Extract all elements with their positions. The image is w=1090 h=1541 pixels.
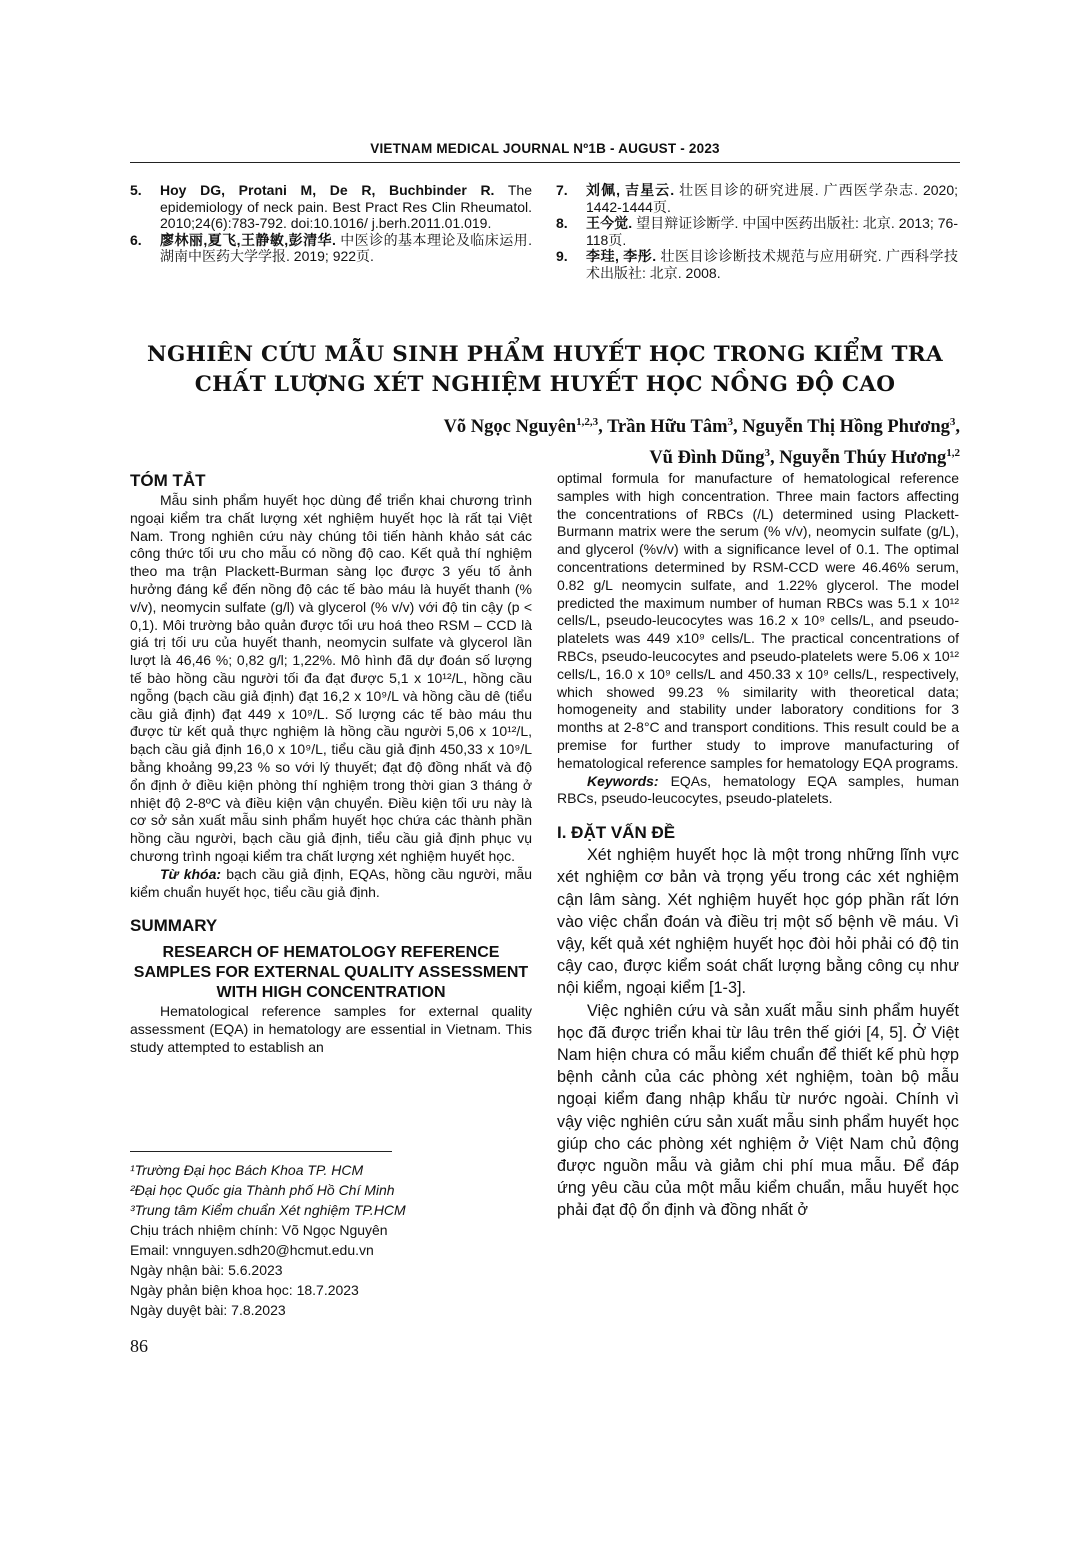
reference-number: 7. [556,182,568,198]
reviewed-date: Ngày phản biện khoa học: 18.7.2023 [130,1282,359,1298]
tom-tat-body: Mẫu sinh phẩm huyết học dùng để triển khai chương trình ngoại kiểm tra chất lượng xét nghiệm huyết học là rất tại Việt Nam. Trong nghiên cứu này chúng tôi tiến hành khảo sát các công thức tối ưu cho mẫu có nồng độ cao. Kết quả thí nghiệm theo ma trận Plackett-Burman sàng lọc được 3 yếu tố ảnh hưởng đáng kể đến nồng độ các tế bào máu là huyết thanh (% v/v), neomycin sulfate (g/l) và glycerol (% v/v) với độ tin cậy (p < 0,1). Môi trường bảo quản được tối ưu hoá theo RSM – CCD là giá trị tối ưu của huyết thanh, neomycin sulfate và glycerol lần lượt là 46,46 %; 0,82 g/l; 1,22%. Mô hình đã dự đoán số lượng tế bào hồng cầu người tối đa đạt được 5,1 x 10¹²/L, hồng cầu ngỗng (bạch cầu giả định) đạt 16,2 x 10⁹/L và hồng cầu dê (tiểu cầu giả định) đạt 449 x 10⁹/L. Số lượng các tế bào máu thu được từ kết quả thực nghiệm là hồng cầu người 5,06 x 10¹²/L, bạch cầu giả định 16,0 x 10⁹/L, tiểu cầu giả định 450,33 x 10⁹/L bằng khoảng 99,23 % so với lý thuyết; đạt độ đồng nhất và độ ổn định ở điều kiện phòng thí nghiệm trong thời gian 3 tháng ở nhiệt độ 2-8ºC và điều kiện vận chuyển. Điều kiện tối ưu này là cơ sở sản xuất mẫu sinh phẩm huyết học chứa các thành phần hồng cầu người, bạch cầu giả định, tiểu cầu giả định phục vụ chương trình ngoại kiểm tra chất lượng xét nghiệm huyết học. [130,492,532,864]
reference-item [130,232,532,265]
reference-text: 壮医目诊诊断技术规范与应用研究. 广西科学技术出版社: 北京. 2008. [586,248,958,281]
reference-authors: Hoy DG, Protani M, De R, Buchbinder R. [160,182,495,198]
author-affiliation: 3 [764,447,770,460]
author-affiliation: 1,2 [946,447,960,460]
reference-item [556,215,958,248]
reference-authors: 廖林丽,夏飞,王静敏,彭清华. [160,231,336,248]
corresponding-author: Chịu trách nhiệm chính: Võ Ngọc Nguyên [130,1222,388,1238]
reference-authors: 李珪, 李彤. [586,248,657,264]
affiliation-3: ³Trung tâm Kiểm chuẩn Xét nghiệm TP.HCM [130,1202,406,1218]
keywords-label: Từ khóa: [160,865,222,882]
reference-text: The epidemiology of neck pain. Best Pract Res Clin Rheumatol. 2010;24(6):783-792. doi:10.1016/ j.berh.2011.01.019. [160,182,532,231]
keywords-text: EQAs, hematology EQA samples, human RBCs, pseudo-leucocytes, pseudo-platelets. [557,772,959,807]
intro-paragraph-1: Xét nghiệm huyết học là một trong những lĩnh vực xét nghiệm cơ bản và trọng yếu trong các xét nghiệm cận lâm sàng. Xét nghiệm huyết học góp phần rất lớn vào việc chẩn đoán và điều trị một số bệnh về máu. Vì vậy, kết quả xét nghiệm huyết học đòi hỏi phải có độ tin cậy cao, được kiểm soát chất lượng bằng công cụ như nội kiểm, ngoại kiểm [1-3]. [557,846,959,998]
author-name: Trần Hữu Tâm [607,417,728,438]
intro-heading: I. ĐẶT VẤN ĐỀ [557,823,676,843]
keywords-text: bạch cầu giả định, EQAs, hồng cầu người, mẫu kiểm chuẩn huyết học, tiểu cầu giả định. [130,865,532,900]
article-title [130,340,960,400]
english-title: RESEARCH OF HEMATOLOGY REFERENCE SAMPLES FOR EXTERNAL QUALITY ASSESSMENT WITH HIGH CONCENTRATION [133,944,529,1002]
title-line-1: NGHIÊN CỨU MẪU SINH PHẨM HUYẾT HỌC TRONG KIỂM TRA [147,342,943,367]
accepted-date: Ngày duyệt bài: 7.8.2023 [130,1302,286,1318]
summary-body-start: Hematological reference samples for external quality assessment (EQA) in hematology are essential in Vietnam. This study attempted to establish an [130,1003,532,1055]
reference-authors: 刘佩, 吉星云. [586,182,675,198]
reference-item [130,182,532,232]
author-name: Vũ Đình Dũng [649,448,765,469]
received-date: Ngày nhận bài: 5.6.2023 [130,1262,283,1278]
reference-number: 8. [556,215,568,231]
tom-tat-heading: TÓM TẮT [130,471,206,490]
author-affiliation: 3 [949,416,956,428]
summary-heading: SUMMARY [130,916,218,936]
tom-tat-keywords [130,866,532,902]
author-name: Nguyễn Thị Hồng Phương [742,417,950,438]
page-number: 86 [130,1336,148,1356]
reference-item [556,248,958,281]
author-name: Nguyễn Thúy Hương [779,448,947,469]
footnote-rule [130,1151,392,1152]
summary-keywords [557,773,959,809]
reference-number: 6. [130,231,142,248]
reference-text: 中医诊的基本理论及临床运用. 湖南中医药大学学报. 2019; 922页. [160,231,532,264]
summary-body-continued: optimal formula for manufacture of hematological reference samples with high concentration. Three main factors affecting the concentrations of RBCs (/L) determined using Plackett-Burmann matrix were the serum (% v/v), neomycin sulfate (g/L), and glycerol (%v/v) with a significance level of 0.1. The optimal concentrations determined by RSM-CCD were 46.46% serum, 0.82 g/L neomycin sulfate, and 1.22% glycerol. The model predicted the maximum number of human RBCs was 5.1 x 10¹² cells/L, pseudo-leucocytes was 16.2 x 10⁹ cells/L, and pseudo-platelets was 449 x10⁹ cells/L. The practical concentrations of RBCs, pseudo-leucocytes and pseudo-platelets were 5.06 x 10¹² cells/L, 16.0 x 10⁹ cells/L and 450.33 x 10⁹ cells/L, respectively, which showed 99.23 % similarity with theoretical data; homogeneity and stability under laboratory conditions for 3 months at 2-8°C and transport conditions. This result could be a premise for further study to improve manufacturing of hematological reference samples for hematology EQA programs. [557,470,959,771]
keywords-label: Keywords: [587,772,659,789]
author-affiliation: 1,2,3 [576,416,599,428]
reference-text: 壮医目诊的研究进展. 广西医学杂志. 2020; 1442-1444页. [586,182,959,215]
email: Email: vnnguyen.sdh20@hcmut.edu.vn [130,1242,374,1258]
reference-authors: 王今觉. [586,215,633,231]
references-left [130,182,532,265]
author-affiliation: 3 [727,416,733,428]
affiliation-1: ¹Trường Đại học Bách Khoa TP. HCM [130,1162,364,1178]
reference-number: 9. [556,248,568,264]
footnotes [130,1160,532,1320]
references-right [556,182,958,281]
author-name: Võ Ngọc Nguyên [443,417,577,438]
right-column [557,470,959,1222]
reference-item [556,182,958,215]
reference-text: 望目辩证诊断学. 中国中医药出版社: 北京. 2013; 76-118页. [586,215,959,248]
reference-number: 5. [130,182,142,198]
left-column [130,470,532,1057]
author-list: Võ Ngọc Nguyên$^{1,2,3}$, Trần Hữu Tâm$^3$, Nguyễn Thị Hồng Phương$^3$, Vũ Đình Dũng$^3$, Nguyễn Thúy Hương$^{1,2}$ [443,416,960,469]
affiliation-2: ²Đại học Quốc gia Thành phố Hồ Chí Minh [130,1182,395,1198]
intro-paragraph-2: Việc nghiên cứu và sản xuất mẫu sinh phẩm huyết học đã được triển khai từ lâu trên thế giới [4, 5]. Ở Việt Nam hiện chưa có mẫu kiểm chuẩn để thiết kế phù hợp bệnh cảnh của các phòng xét nghiệm, toàn bộ mẫu ngoại kiểm đang nhập khẩu từ nước ngoài. Chính vì vậy việc nghiên cứu sản xuất mẫu sinh phẩm huyết học giúp cho các phòng xét nghiệm ở Việt Nam chủ động được nguồn mẫu và giảm chi phí mua mẫu. Để đáp ứng yêu cầu của một mẫu kiểm chuẩn, mẫu huyết học phải đạt độ ổn định và đồng nhất ở [557,1001,959,1220]
header-rule [130,162,960,163]
journal-header: VIETNAM MEDICAL JOURNAL Nº1B - AUGUST - 2023 [370,141,720,156]
title-line-2: CHẤT LƯỢNG XÉT NGHIỆM HUYẾT HỌC NỒNG ĐỘ CAO [194,372,896,397]
